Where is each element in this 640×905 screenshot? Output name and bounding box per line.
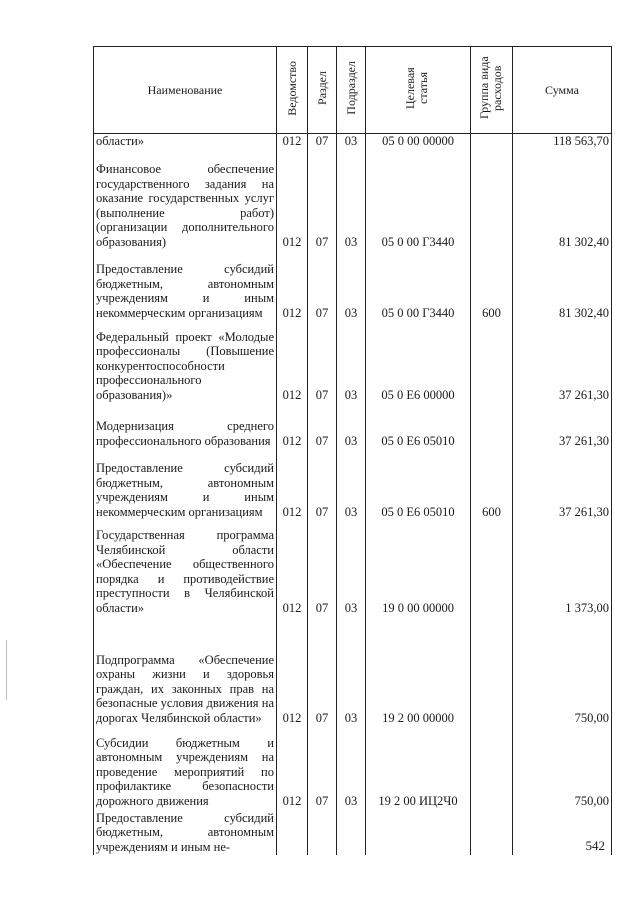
row-tselevaya-statya: 05 0 00 Г3440 <box>366 152 471 250</box>
row-summa: 37 261,30 <box>513 403 612 449</box>
row-summa: 750,00 <box>513 726 612 809</box>
row-vedomstvo: 012 <box>277 250 308 321</box>
budget-table <box>93 46 612 855</box>
row-gruppa-vida <box>471 321 513 403</box>
row-tselevaya-statya <box>366 809 471 855</box>
table-row <box>94 809 612 855</box>
row-podrazdel: 03 <box>337 134 366 152</box>
row-vedomstvo: 012 <box>277 321 308 403</box>
table-row <box>94 134 612 152</box>
header-razdel: Раздел <box>308 47 337 134</box>
table-header-row <box>94 47 612 134</box>
row-razdel: 07 <box>308 520 337 616</box>
row-name: Предоставление субсидий бюджетным, автономным учреждениям и иным не- <box>94 809 277 855</box>
row-podrazdel: 03 <box>337 520 366 616</box>
page-number: 542 <box>585 838 605 853</box>
row-tselevaya-statya: 05 0 Е6 00000 <box>366 321 471 403</box>
row-summa: 1 373,00 <box>513 520 612 616</box>
row-vedomstvo: 012 <box>277 726 308 809</box>
row-summa: 37 261,30 <box>513 449 612 520</box>
row-name: Государственная программа Челябинской области «Обеспечение общественного порядка и противодействие преступности в Челябинской области» <box>94 520 277 616</box>
row-gruppa-vida <box>471 152 513 250</box>
row-podrazdel <box>337 809 366 855</box>
row-razdel <box>308 809 337 855</box>
row-name: Федеральный проект «Молодые профессионалы (Повышение конкурентоспособности профессионального образования)» <box>94 321 277 403</box>
row-tselevaya-statya: 05 0 Е6 05010 <box>366 403 471 449</box>
row-vedomstvo: 012 <box>277 134 308 152</box>
header-tselevaya: Целевая статья <box>366 47 471 134</box>
row-vedomstvo: 012 <box>277 403 308 449</box>
row-podrazdel: 03 <box>337 449 366 520</box>
row-podrazdel: 03 <box>337 152 366 250</box>
row-name: Модернизация среднего профессионального образования <box>94 403 277 449</box>
row-gruppa-vida: 600 <box>471 449 513 520</box>
row-tselevaya-statya: 19 2 00 00000 <box>366 616 471 726</box>
row-vedomstvo <box>277 809 308 855</box>
row-name: Предоставление субсидий бюджетным, автономным учреждениям и иным некоммерческим организациям <box>94 250 277 321</box>
row-gruppa-vida <box>471 134 513 152</box>
row-name: области» <box>94 134 277 152</box>
table-row <box>94 321 612 403</box>
table-row <box>94 726 612 809</box>
row-name: Подпрограмма «Обеспечение охраны жизни и здоровья граждан, их законных прав на безопасные условия движения на дорогах Челябинской области» <box>94 616 277 726</box>
header-podrazdel: Подраздел <box>337 47 366 134</box>
row-summa: 37 261,30 <box>513 321 612 403</box>
row-gruppa-vida <box>471 616 513 726</box>
row-razdel: 07 <box>308 616 337 726</box>
header-summa: Сумма <box>513 47 612 134</box>
row-gruppa-vida <box>471 726 513 809</box>
row-razdel: 07 <box>308 152 337 250</box>
table-row <box>94 403 612 449</box>
header-name: Наименование <box>94 47 277 134</box>
row-tselevaya-statya: 05 0 00 Г3440 <box>366 250 471 321</box>
header-vedomstvo: Ведомство <box>277 47 308 134</box>
row-vedomstvo: 012 <box>277 152 308 250</box>
header-gruppa: Группа вида расходов <box>471 47 513 134</box>
row-podrazdel: 03 <box>337 403 366 449</box>
row-summa: 81 302,40 <box>513 152 612 250</box>
row-summa: 750,00 <box>513 616 612 726</box>
row-gruppa-vida <box>471 403 513 449</box>
row-gruppa-vida <box>471 809 513 855</box>
table-row <box>94 250 612 321</box>
row-razdel: 07 <box>308 134 337 152</box>
row-tselevaya-statya: 19 2 00 ИЦ2Ч0 <box>366 726 471 809</box>
row-gruppa-vida: 600 <box>471 250 513 321</box>
row-vedomstvo: 012 <box>277 616 308 726</box>
row-name: Субсидии бюджетным и автономным учреждениям на проведение мероприятий по профилактике безопасности дорожного движения <box>94 726 277 809</box>
row-vedomstvo: 012 <box>277 449 308 520</box>
table-row <box>94 152 612 250</box>
row-tselevaya-statya: 19 0 00 00000 <box>366 520 471 616</box>
row-summa: 118 563,70 <box>513 134 612 152</box>
row-razdel: 07 <box>308 403 337 449</box>
row-vedomstvo: 012 <box>277 520 308 616</box>
row-podrazdel: 03 <box>337 616 366 726</box>
row-name: Финансовое обеспечение государственного задания на оказание государственных услуг (выполнение работ) (организации дополнительного образования) <box>94 152 277 250</box>
row-razdel: 07 <box>308 250 337 321</box>
row-gruppa-vida <box>471 520 513 616</box>
row-podrazdel: 03 <box>337 250 366 321</box>
table-row <box>94 449 612 520</box>
table-row <box>94 616 612 726</box>
row-tselevaya-statya: 05 0 Е6 05010 <box>366 449 471 520</box>
row-razdel: 07 <box>308 726 337 809</box>
row-tselevaya-statya: 05 0 00 00000 <box>366 134 471 152</box>
table-row <box>94 520 612 616</box>
row-razdel: 07 <box>308 449 337 520</box>
row-podrazdel: 03 <box>337 726 366 809</box>
row-name: Предоставление субсидий бюджетным, автономным учреждениям и иным некоммерческим организациям <box>94 449 277 520</box>
row-podrazdel: 03 <box>337 321 366 403</box>
row-razdel: 07 <box>308 321 337 403</box>
scan-margin-mark <box>6 640 7 700</box>
row-summa: 81 302,40 <box>513 250 612 321</box>
